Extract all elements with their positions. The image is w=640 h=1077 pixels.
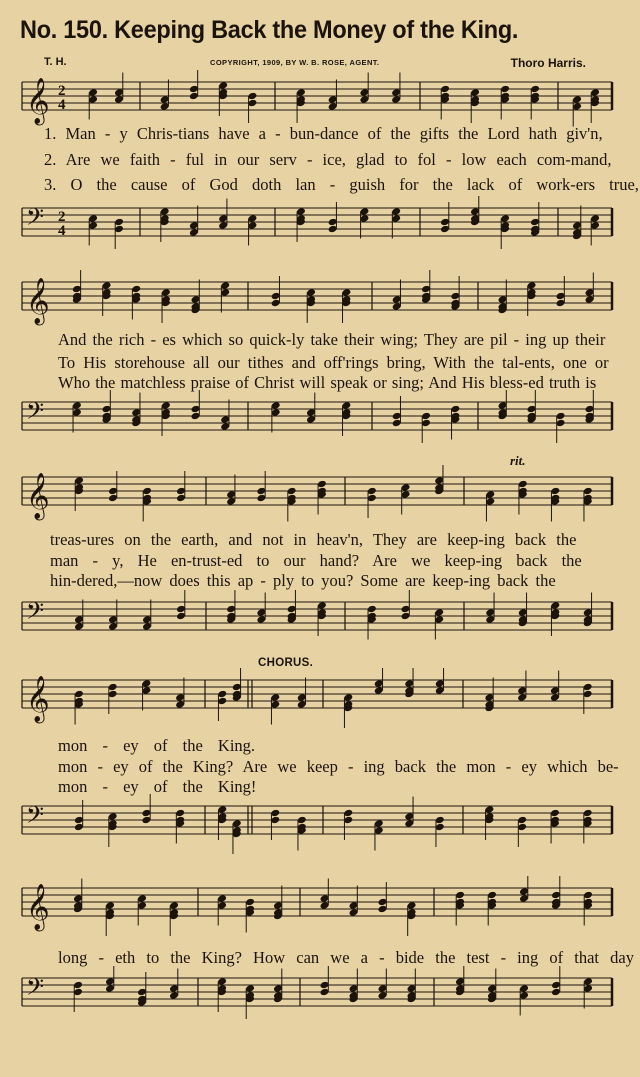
verse-line-4-2: mon - ey of the King? Are we keep - ing back the mon - ey which be- [58, 757, 619, 776]
svg-text:𝄢: 𝄢 [26, 397, 45, 430]
bass-staff-3 [0, 590, 640, 650]
svg-text:𝄞: 𝄞 [26, 78, 50, 124]
verse-line-3-3: hin-dered,—now does this ap - ply to you? Some are keep-ing back the [50, 571, 556, 590]
hymn-title: No. 150. Keeping Back the Money of the King. [20, 16, 519, 44]
svg-text:4: 4 [58, 97, 66, 113]
svg-text:𝄢: 𝄢 [26, 973, 45, 1006]
verse-line-3-1: treas-ures on the earth, and not in heav'n, They are keep-ing back the [50, 530, 577, 549]
chorus-label: CHORUS. [258, 657, 314, 669]
ritardando-mark: rit. [510, 453, 526, 468]
lyricist-credit: T. H. [44, 56, 67, 68]
verse-line-1-1: 1. Man - y Chris-tians have a - bun-dance of the gifts the Lord hath giv'n, [44, 124, 603, 143]
verse-line-2-1: And the rich - es which so quick-ly take their wing; They are pil - ing up their [58, 330, 606, 349]
svg-text:𝄞: 𝄞 [26, 473, 50, 519]
bass-staff-4 [0, 794, 640, 854]
verse-line-3-2: man - y, He en-trust-ed to our hand? Are we keep-ing back the [50, 551, 582, 570]
svg-text:𝄢: 𝄢 [26, 203, 45, 236]
verse-line-5-1: long - eth to the King? How can we a - bide the test - ing of that day [58, 948, 634, 967]
svg-text:𝄞: 𝄞 [26, 884, 50, 930]
svg-text:𝄞: 𝄞 [26, 278, 50, 324]
treble-staff-2 [0, 270, 640, 330]
svg-text:𝄢: 𝄢 [26, 801, 45, 834]
treble-staff-3 [0, 465, 640, 525]
verse-line-2-2: To His storehouse all our tithes and off'rings bring, With the tal-ents, one or [58, 353, 609, 372]
svg-text:𝄢: 𝄢 [26, 597, 45, 630]
verse-line-4-1: mon - ey of the King. [58, 736, 256, 755]
svg-text:4: 4 [58, 223, 66, 239]
bass-staff-5 [0, 966, 640, 1026]
treble-staff-1 [0, 70, 640, 130]
treble-staff-4 [0, 668, 640, 728]
verse-line-4-3: mon - ey of the King! [58, 777, 257, 796]
treble-staff-5 [0, 876, 640, 936]
svg-text:2: 2 [58, 83, 66, 99]
copyright-notice: COPYRIGHT, 1909, BY W. B. ROSE, AGENT. [210, 58, 380, 67]
svg-text:𝄞: 𝄞 [26, 676, 50, 722]
svg-text:2: 2 [58, 209, 66, 225]
verse-line-1-3: 3. O the cause of God doth lan - guish for the lack of work-ers true, [44, 175, 639, 194]
verse-line-1-2: 2. Are we faith - ful in our serv - ice, glad to fol - low each com-mand, [44, 150, 612, 169]
composer-credit: Thoro Harris. [510, 56, 586, 70]
bass-staff-2 [0, 390, 640, 450]
bass-staff-1 [0, 196, 640, 256]
verse-line-2-3: Who the matchless praise of Christ will speak or sing; And His bless-ed truth is [58, 373, 597, 392]
